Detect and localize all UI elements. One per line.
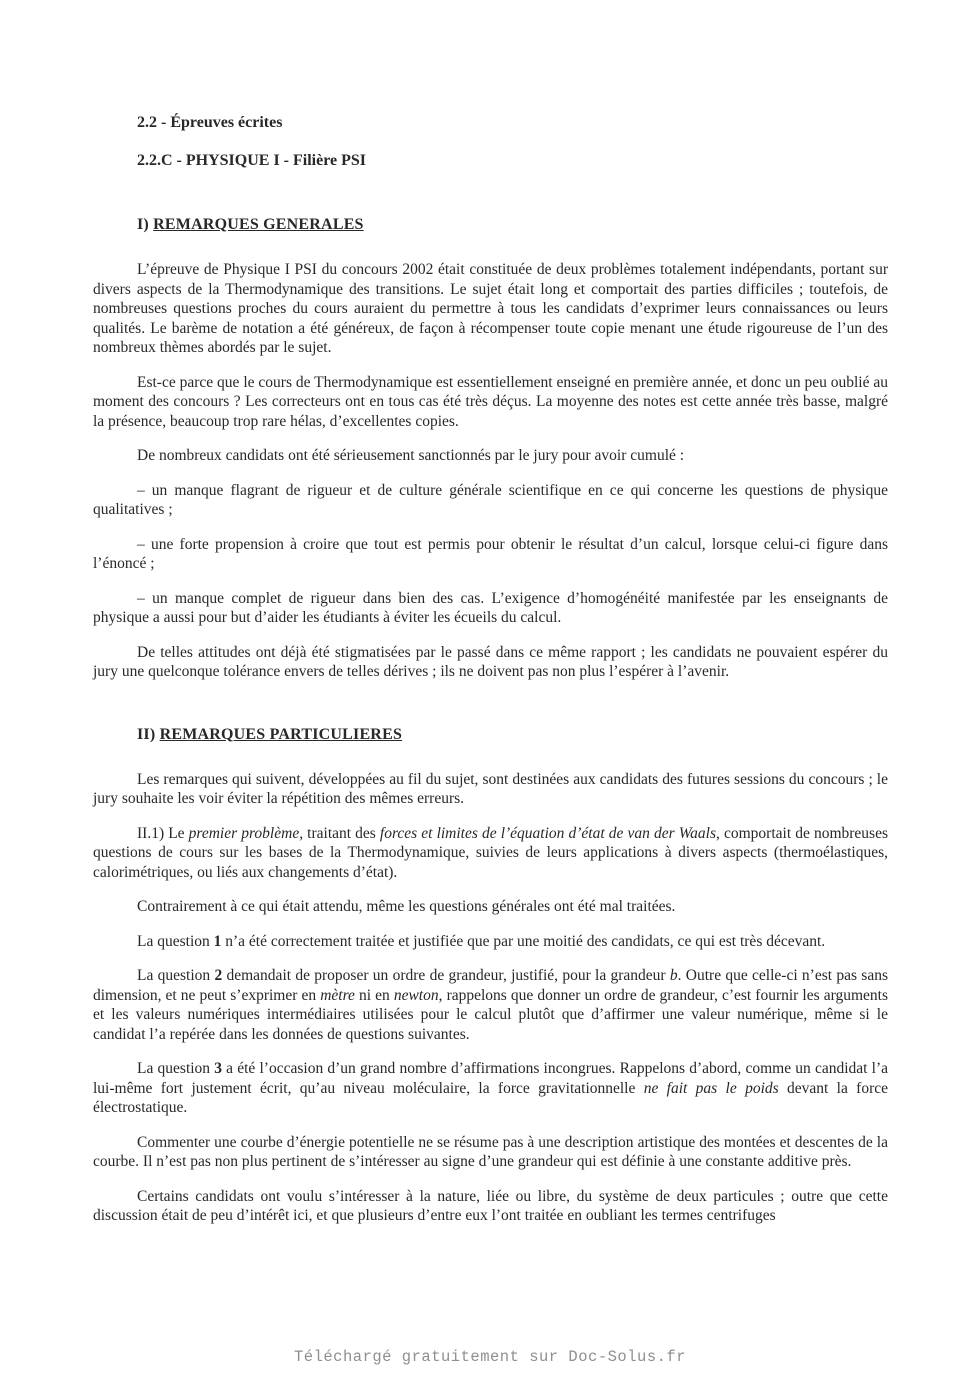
text-run: De nombreux candidats ont été sérieusement sanctionnés par le jury pour avoir cumulé : [137,447,685,464]
text-run: , comportait de nombreuses questions de cours sur les bases de la Thermodynamique, suivies de leurs applications à divers aspects (thermoélastiques, calorimétriques, ou liés aux changements d’état). [93,824,888,881]
italic-run: ne fait pas le poids [643,1079,779,1097]
bold-run: 3 [214,1060,222,1077]
paragraph [93,1187,888,1226]
section-heading-prefix: I) [137,216,154,233]
text-run: La question [137,932,214,950]
text-run: Les remarques qui suivent, développées au fil du sujet, sont destinées aux candidats des futures sessions du concours ; le jury souhaite les voir éviter la répétition des mêmes erreurs. [93,770,888,807]
paragraph [93,373,888,432]
paragraph [93,535,888,574]
text-run: , rappelons que donner un ordre de grandeur, c’est fournir les arguments et les valeurs numériques intermédiaires utilisées pour le calcul plutôt que d’affirmer une valeur numérique, même si le candidat l’a repérée dans les données de questions suivantes. [93,986,889,1043]
watermark-footer: Téléchargé gratuitement sur Doc-Solus.fr [293,1348,687,1366]
text-run: n’a été correctement traitée et justifiée que par une moitié des candidats, ce qui est très décevant. [221,932,826,950]
paragraph [93,481,888,520]
paragraph [93,966,888,1044]
text-run: . Outre que celle-ci n’est pas sans dimension, et ne peut s’exprimer en [93,967,888,1004]
paragraph [93,932,888,952]
section-heading [137,724,888,746]
text-run: De telles attitudes ont déjà été stigmatisées par le passé dans ce même rapport ; les candidats ne pouvaient espérer du jury une quelconque tolérance envers de telles dérives ; ils ne doivent pas non plus l’espérer à l’avenir. [93,643,888,680]
text-run: – un manque complet de rigueur dans bien des cas. L’exigence d’homogénéité manifestée par les enseignants de physique a aussi pour but d’aider les étudiants à éviter les écueils du calcul. [93,589,888,626]
italic-run: forces et limites de l’équation d’état de van der Waals [379,824,717,842]
bold-run: 2 [214,967,223,984]
section-heading [137,214,888,236]
section-heading-prefix: II) [137,725,160,743]
section-heading-text: REMARQUES GENERALES [153,216,364,233]
text-run: La question [137,967,215,984]
text-run: , traitant des [299,824,380,842]
text-run: – un manque flagrant de rigueur et de culture générale scientifique en ce qui concerne les questions de physique qualitatives ; [93,481,888,518]
italic-run: premier problème [188,824,300,842]
paragraph [93,589,888,628]
paragraph [93,643,888,682]
paragraph [93,897,888,917]
paragraph [93,770,888,809]
paragraph [93,260,888,358]
text-run: ni en [354,986,394,1004]
text-run: Commenter une courbe d’énergie potentielle ne se résume pas à une description artistique des montées et descentes de la courbe. Il n’est pas non plus pertinent de s’intéresser au signe d’une grandeur qui est définie à une constante additive près. [93,1133,888,1170]
text-run: devant la force électrostatique. [93,1079,888,1116]
paragraph [93,446,888,466]
italic-run: mètre [320,986,355,1004]
text-run: L’épreuve de Physique I PSI du concours 2002 était constituée de deux problèmes totalement indépendants, portant sur divers aspects de la Thermodynamique des transitions. Le sujet était long et comportait des parties difficiles ; toutefois, de nombreuses questions proches du cours auraient du permettre à tous les candidats d’exprimer leurs connaissances ou leurs qualités. Le barème de notation a été généreux, de façon à récompenser toute copie menant une étude rigoureuse de l’un des nombreux thèmes abordés par le sujet. [93,261,888,356]
document-content [93,112,888,1226]
section-heading-text: REMARQUES PARTICULIERES [159,725,403,743]
paragraph [93,1133,888,1172]
italic-run: newton [393,986,439,1004]
document-blocks [93,214,888,1226]
doc-subsection-title: 2.2 - Épreuves écrites [137,114,283,131]
doc-title: 2.2.C - PHYSIQUE I - Filière PSI [137,152,367,169]
text-run: Est-ce parce que le cours de Thermodynamique est essentiellement enseigné en première année, et donc un peu oublié au moment des concours ? Les correcteurs ont en tous cas été très déçus. La moyenne des notes est cette année très basse, malgré la présence, beaucoup trop rare hélas, d’excellentes copies. [93,373,888,430]
paragraph [93,1059,888,1118]
bold-run: 1 [213,932,222,950]
text-run: La question [137,1060,215,1077]
text-run: Contrairement à ce qui était attendu, même les questions générales ont été mal traitées. [137,898,676,915]
text-run: II.1) Le [137,824,189,842]
italic-run: b [669,967,678,984]
paragraph [93,824,888,883]
text-run: demandait de proposer un ordre de grandeur, justifié, pour la grandeur [222,967,670,984]
text-run: – une forte propension à croire que tout est permis pour obtenir le résultat d’un calcul, lorsque celui-ci figure dans l’énoncé ; [93,535,888,572]
text-run: Certains candidats ont voulu s’intéresser à la nature, liée ou libre, du système de deux particules ; outre que cette discussion était de peu d’intérêt ici, et que plusieurs d’entre eux l’ont traitée en oubliant les termes centrifuges [93,1187,888,1224]
text-run: a été l’occasion d’un grand nombre d’affirmations incongrues. Rappelons d’abord, comme un candidat l’a lui-même fort justement écrit, qu’au niveau moléculaire, la force gravitationnelle [93,1060,889,1097]
